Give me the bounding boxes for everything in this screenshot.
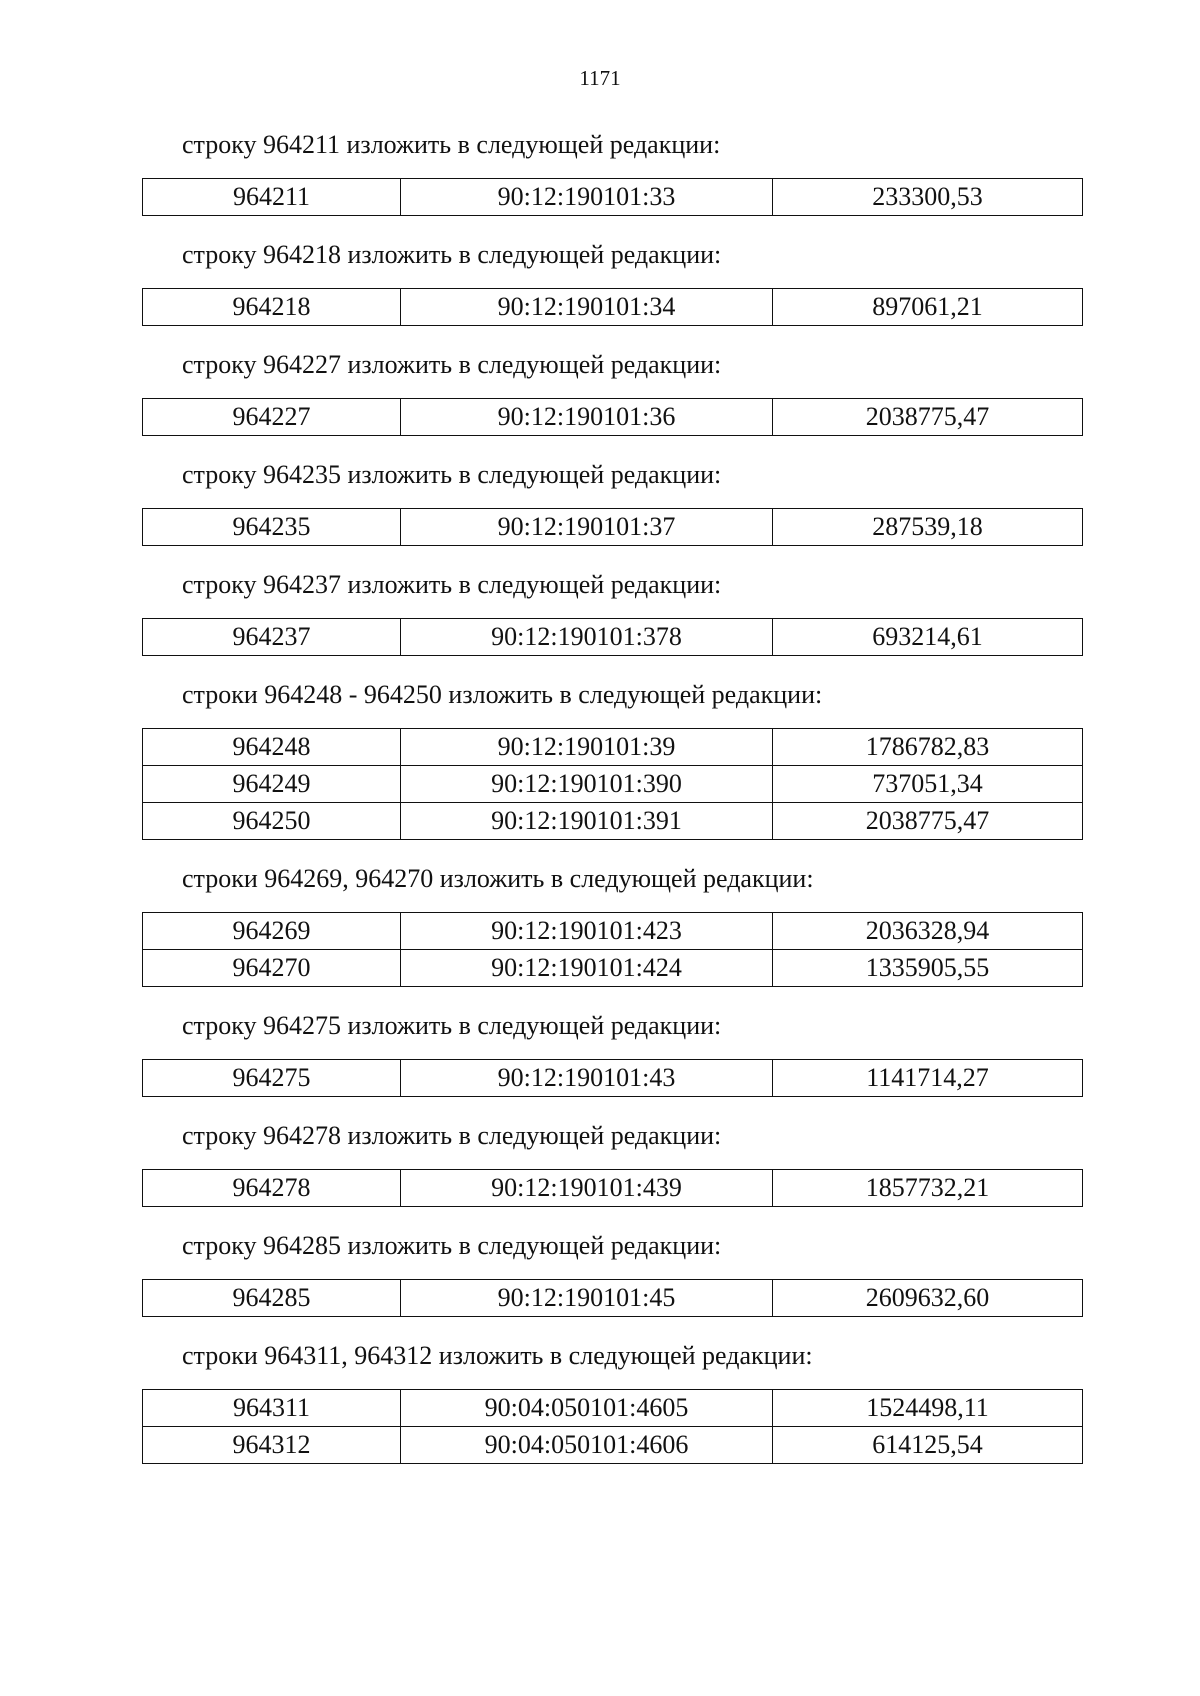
table-row [143,289,1083,326]
row-code-cell: 964312 [143,1427,401,1464]
amendment-section [142,566,1082,656]
amendment-instruction: строку 964227 изложить в следующей редакции: [182,350,722,379]
amendment-table [142,1389,1083,1464]
cadastral-number-cell: 90:12:190101:378 [401,619,773,656]
cadastral-value-cell: 1141714,27 [773,1060,1083,1097]
table-row [143,399,1083,436]
amendment-instruction: строку 964285 изложить в следующей редакции: [182,1231,722,1260]
cadastral-value-cell: 233300,53 [773,179,1083,216]
cadastral-value-cell: 1524498,11 [773,1390,1083,1427]
amendment-table [142,1169,1083,1207]
row-code-cell: 964235 [143,509,401,546]
table-row [143,1390,1083,1427]
row-code-cell: 964250 [143,803,401,840]
table-row [143,1427,1083,1464]
amendment-instruction: строку 964275 изложить в следующей редакции: [182,1011,722,1040]
amendment-section [142,1337,1082,1464]
amendment-instruction: строку 964235 изложить в следующей редакции: [182,460,722,489]
row-code-cell: 964270 [143,950,401,987]
amendment-table [142,912,1083,987]
row-code-cell: 964218 [143,289,401,326]
amendment-table [142,508,1083,546]
document-body [142,126,1082,1484]
row-code-cell: 964227 [143,399,401,436]
cadastral-value-cell: 614125,54 [773,1427,1083,1464]
row-code-cell: 964275 [143,1060,401,1097]
row-code-cell: 964311 [143,1390,401,1427]
row-code-cell: 964249 [143,766,401,803]
amendment-section [142,126,1082,216]
amendment-section [142,676,1082,840]
table-row [143,803,1083,840]
cadastral-number-cell: 90:12:190101:37 [401,509,773,546]
amendment-instruction: строки 964311, 964312 изложить в следующей редакции: [182,1341,813,1370]
row-code-cell: 964237 [143,619,401,656]
cadastral-number-cell: 90:12:190101:390 [401,766,773,803]
cadastral-value-cell: 693214,61 [773,619,1083,656]
cadastral-value-cell: 2609632,60 [773,1280,1083,1317]
amendment-instruction: строку 964278 изложить в следующей редакции: [182,1121,722,1150]
cadastral-number-cell: 90:12:190101:423 [401,913,773,950]
amendment-instruction: строки 964248 - 964250 изложить в следующей редакции: [182,680,823,709]
table-row [143,950,1083,987]
amendment-section [142,1117,1082,1207]
cadastral-number-cell: 90:12:190101:34 [401,289,773,326]
cadastral-number-cell: 90:12:190101:33 [401,179,773,216]
amendment-table [142,178,1083,216]
cadastral-value-cell: 287539,18 [773,509,1083,546]
amendment-instruction: строку 964218 изложить в следующей редакции: [182,240,722,269]
table-row [143,729,1083,766]
cadastral-value-cell: 1786782,83 [773,729,1083,766]
amendment-instruction: строку 964211 изложить в следующей редакции: [182,130,721,159]
amendment-instruction: строку 964237 изложить в следующей редакции: [182,570,722,599]
row-code-cell: 964285 [143,1280,401,1317]
cadastral-value-cell: 1335905,55 [773,950,1083,987]
cadastral-number-cell: 90:12:190101:439 [401,1170,773,1207]
cadastral-number-cell: 90:12:190101:39 [401,729,773,766]
table-row [143,509,1083,546]
table-row [143,766,1083,803]
cadastral-value-cell: 737051,34 [773,766,1083,803]
row-code-cell: 964248 [143,729,401,766]
cadastral-value-cell: 2038775,47 [773,399,1083,436]
table-row [143,1280,1083,1317]
amendment-section [142,1227,1082,1317]
cadastral-value-cell: 2036328,94 [773,913,1083,950]
cadastral-value-cell: 897061,21 [773,289,1083,326]
amendment-table [142,1059,1083,1097]
table-row [143,1170,1083,1207]
cadastral-value-cell: 1857732,21 [773,1170,1083,1207]
amendment-section [142,346,1082,436]
amendment-table [142,618,1083,656]
table-row [143,179,1083,216]
table-row [143,619,1083,656]
row-code-cell: 964278 [143,1170,401,1207]
row-code-cell: 964211 [143,179,401,216]
cadastral-number-cell: 90:12:190101:391 [401,803,773,840]
cadastral-number-cell: 90:04:050101:4606 [401,1427,773,1464]
amendment-table [142,1279,1083,1317]
cadastral-number-cell: 90:12:190101:424 [401,950,773,987]
amendment-section [142,236,1082,326]
table-row [143,913,1083,950]
amendment-instruction: строки 964269, 964270 изложить в следующей редакции: [182,864,814,893]
cadastral-number-cell: 90:04:050101:4605 [401,1390,773,1427]
table-row [143,1060,1083,1097]
cadastral-number-cell: 90:12:190101:43 [401,1060,773,1097]
amendment-section [142,456,1082,546]
amendment-table [142,398,1083,436]
cadastral-number-cell: 90:12:190101:45 [401,1280,773,1317]
amendment-table [142,288,1083,326]
cadastral-number-cell: 90:12:190101:36 [401,399,773,436]
row-code-cell: 964269 [143,913,401,950]
cadastral-value-cell: 2038775,47 [773,803,1083,840]
amendment-section [142,860,1082,987]
page-number: 1171 [579,66,621,90]
amendment-table [142,728,1083,840]
amendment-section [142,1007,1082,1097]
